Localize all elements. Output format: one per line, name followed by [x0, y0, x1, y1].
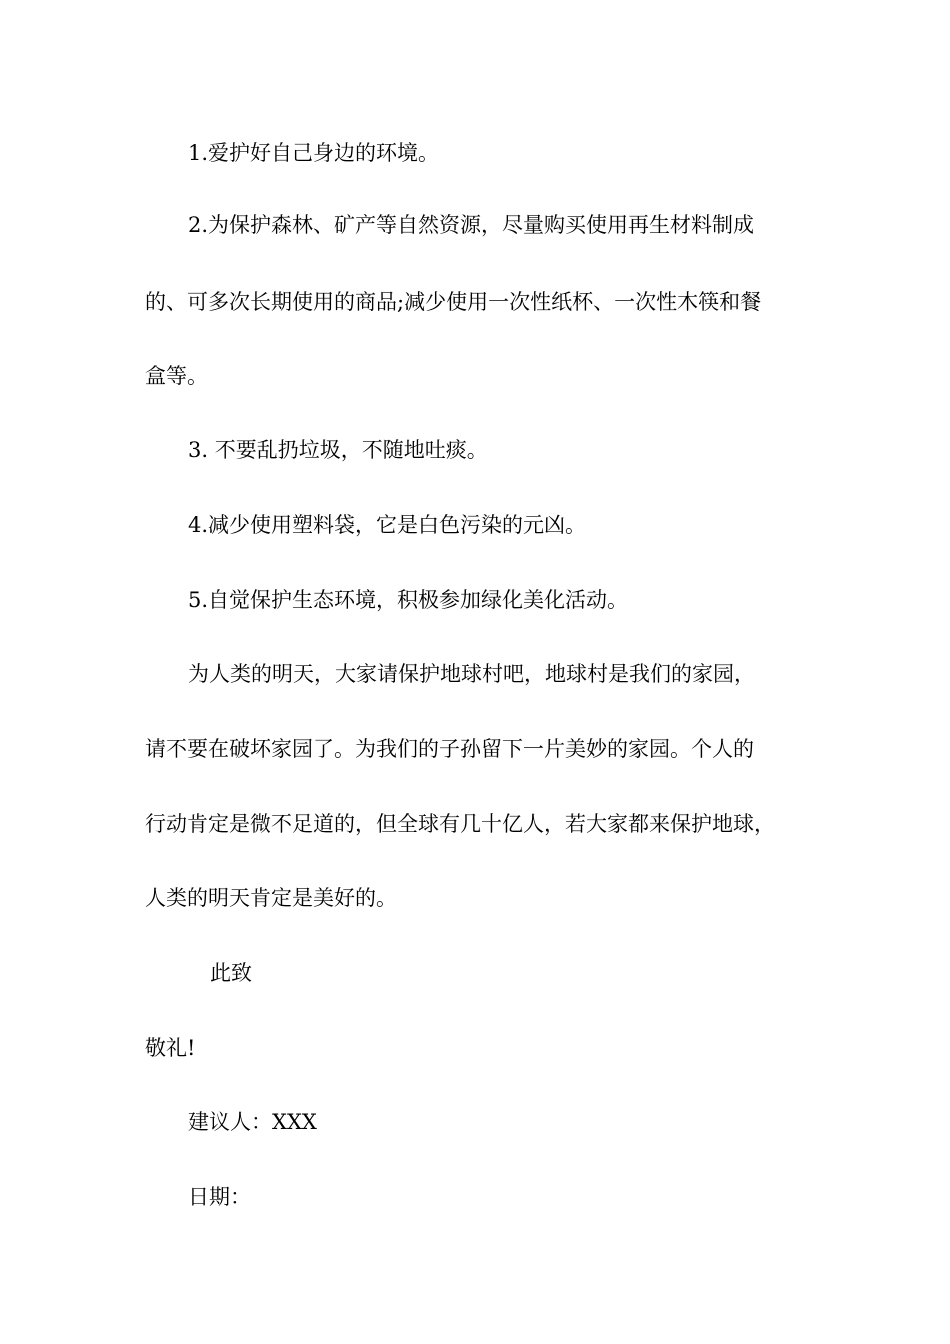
item-2-line-1: 2.为保护森林、矿产等自然资源，尽量购买使用再生材料制成: [188, 213, 755, 237]
paragraph-line-3: 行动肯定是微不足道的，但全球有几十亿人，若大家都来保护地球，: [145, 812, 775, 836]
item-2-line-2: 的、可多次长期使用的商品;减少使用一次性纸杯、一次性木筷和餐: [145, 290, 762, 314]
item-1: 1.爱护好自己身边的环境。: [188, 141, 440, 165]
item-2-line-3: 盒等。: [145, 364, 208, 388]
item-5: 5.自觉保护生态环境，积极参加绿化美化活动。: [188, 588, 629, 612]
closing-cizhi: 此致: [210, 961, 252, 985]
date-line: 日期：: [188, 1185, 251, 1209]
item-3: 3. 不要乱扔垃圾，不随地吐痰。: [188, 438, 488, 462]
proposer-line: 建议人：XXX: [188, 1110, 317, 1134]
closing-jingli: 敬礼!: [145, 1036, 196, 1060]
paragraph-line-4: 人类的明天肯定是美好的。: [145, 886, 397, 910]
paragraph-line-2: 请不要在破坏家园了。为我们的子孙留下一片美妙的家园。个人的: [145, 737, 754, 761]
item-4: 4.减少使用塑料袋，它是白色污染的元凶。: [188, 513, 587, 537]
paragraph-line-1: 为人类的明天，大家请保护地球村吧，地球村是我们的家园，: [188, 662, 755, 686]
